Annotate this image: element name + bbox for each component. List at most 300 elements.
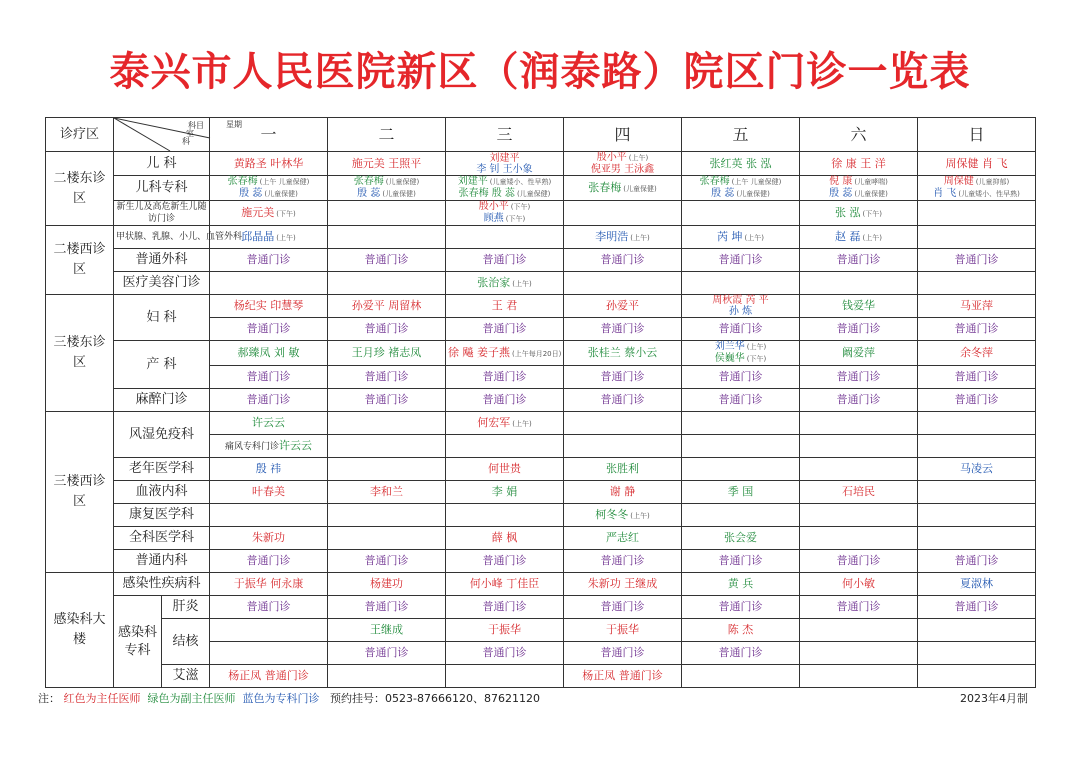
schedule-cell — [682, 226, 800, 249]
doctor-entry — [920, 555, 1033, 567]
doctor-name: 钱爱华 — [842, 299, 875, 312]
doctor-entry — [566, 555, 679, 567]
schedule-cell — [564, 573, 682, 596]
doctor-entry — [330, 578, 443, 590]
schedule-cell — [564, 176, 682, 201]
dept-label: 风湿免疫科 — [114, 412, 210, 458]
schedule-cell — [682, 412, 800, 435]
doctor-name: 普通门诊 — [600, 646, 645, 659]
doctor-name: 普通门诊 — [246, 600, 291, 613]
schedule-cell — [328, 642, 446, 665]
doctor-name: 普通门诊 — [718, 393, 763, 406]
schedule-cell — [918, 176, 1036, 201]
schedule-cell — [564, 619, 682, 642]
corner-shi: 室 — [186, 129, 194, 138]
doctor-name: 普通门诊 — [364, 646, 409, 659]
schedule-cell — [918, 573, 1036, 596]
doctor-name: 季 国 — [727, 485, 754, 498]
doctor-entry — [802, 555, 915, 567]
day-header: 四 — [564, 118, 682, 152]
doctor-name: 张春梅 — [588, 180, 622, 194]
doctor-name: 张桂兰 蔡小云 — [587, 346, 658, 359]
doctor-name: 杨建功 — [370, 577, 403, 590]
schedule-cell — [682, 152, 800, 176]
doctor-entry — [330, 371, 443, 383]
session-note: (下午) — [505, 215, 526, 223]
schedule-cell — [210, 272, 328, 295]
doctor-entry — [330, 158, 443, 170]
doctor-entry — [566, 601, 679, 613]
table-row — [46, 596, 1036, 619]
doctor-name: 普通门诊 — [364, 253, 409, 266]
doctor-name: 普通门诊 — [600, 370, 645, 383]
session-note: (上午) — [630, 511, 650, 520]
doctor-entry — [448, 624, 561, 636]
schedule-cell — [682, 176, 800, 201]
doctor-name: 徐 康 王 洋 — [831, 156, 886, 170]
doctor-name: 张会爱 — [724, 531, 757, 544]
doctor-entry — [448, 394, 561, 406]
doctor-entry — [802, 231, 915, 244]
doctor-entry — [920, 463, 1033, 475]
doctor-entry — [448, 486, 561, 498]
doctor-name: 殷 蕊 — [829, 188, 853, 199]
doctor-entry — [920, 371, 1033, 383]
table-row — [46, 176, 1036, 201]
schedule-cell — [564, 366, 682, 389]
doctor-name: 朱新功 — [252, 531, 285, 544]
schedule-cell — [210, 412, 328, 435]
schedule-cell — [328, 504, 446, 527]
doctor-entry — [566, 164, 679, 175]
schedule-cell — [210, 550, 328, 573]
session-note: (上午 儿童保健) — [731, 178, 782, 186]
doctor-name: 何小敏 — [842, 577, 875, 590]
doctor-entry — [212, 188, 325, 200]
doctor-name: 许云云 — [252, 416, 285, 429]
schedule-cell — [800, 458, 918, 481]
doctor-entry — [566, 394, 679, 406]
schedule-cell — [800, 665, 918, 688]
doctor-name: 普通门诊 — [482, 554, 527, 567]
schedule-cell — [800, 619, 918, 642]
schedule-cell — [800, 318, 918, 341]
doctor-name: 孙爱平 周留林 — [351, 299, 422, 312]
schedule-cell — [918, 412, 1036, 435]
dept-label: 妇 科 — [114, 295, 210, 341]
doctor-name: 石培民 — [842, 485, 875, 498]
schedule-cell — [328, 226, 446, 249]
doctor-entry — [920, 601, 1033, 613]
schedule-cell — [210, 665, 328, 688]
schedule-cell — [918, 249, 1036, 272]
doctor-entry — [330, 347, 443, 359]
doctor-name: 余冬萍 — [960, 346, 993, 359]
doctor-name: 普通门诊 — [954, 253, 999, 266]
dept-label: 新生儿及高危新生儿随访门诊 — [114, 201, 210, 226]
doctor-entry — [330, 254, 443, 266]
doctor-entry — [684, 323, 797, 335]
schedule-cell — [800, 226, 918, 249]
doctor-entry — [448, 532, 561, 544]
schedule-cell — [918, 642, 1036, 665]
doctor-entry — [566, 486, 679, 498]
doctor-name: 刘建平 — [457, 176, 488, 187]
page-title: 泰兴市人民医院新区（润泰路）院区门诊一览表 — [109, 49, 971, 95]
doctor-name: 殷小平 — [596, 152, 627, 163]
doctor-name: 殷小平 — [478, 201, 509, 212]
doctor-entry — [448, 555, 561, 567]
doctor-entry — [448, 153, 561, 164]
doctor-entry — [920, 323, 1033, 335]
schedule-cell — [800, 341, 918, 366]
schedule-cell — [682, 249, 800, 272]
doctor-name: 普通门诊 — [836, 554, 881, 567]
doctor-name: 施元美 王照平 — [351, 156, 422, 170]
doctor-entry — [330, 323, 443, 335]
schedule-cell — [210, 481, 328, 504]
schedule-cell — [918, 550, 1036, 573]
table-row — [46, 412, 1036, 435]
doctor-name: 普通门诊 — [246, 322, 291, 335]
schedule-cell — [446, 665, 564, 688]
schedule-cell — [564, 481, 682, 504]
session-note: (上午) — [746, 343, 767, 351]
doctor-entry — [684, 306, 797, 317]
doctor-name: 普通门诊 — [482, 253, 527, 266]
doctor-entry — [566, 254, 679, 266]
schedule-cell — [328, 201, 446, 226]
dept-label: 全科医学科 — [114, 527, 210, 550]
schedule-cell — [800, 504, 918, 527]
doctor-entry — [684, 486, 797, 498]
doctor-name: 马亚萍 — [960, 299, 993, 312]
doctor-entry — [330, 555, 443, 567]
doctor-name: 普通门诊 — [954, 370, 999, 383]
legend-green: 绿色为副主任医师 — [147, 692, 236, 705]
doctor-name: 刘兰华 — [714, 341, 745, 352]
doctor-name: 普通门诊 — [364, 554, 409, 567]
doctor-entry — [330, 394, 443, 406]
schedule-cell — [800, 642, 918, 665]
doctor-entry — [684, 624, 797, 636]
corner-biao: 科目 — [188, 121, 204, 130]
schedule-cell — [918, 201, 1036, 226]
doctor-name: 普通门诊 — [364, 393, 409, 406]
doctor-entry — [448, 647, 561, 659]
schedule-cell — [210, 366, 328, 389]
doctor-entry — [920, 254, 1033, 266]
table-row — [46, 249, 1036, 272]
doctor-name: 孙爱平 — [606, 299, 639, 312]
doctor-entry — [448, 371, 561, 383]
doctor-entry — [684, 341, 797, 353]
schedule-cell — [446, 412, 564, 435]
table-row — [46, 272, 1036, 295]
doctor-name: 普通门诊 — [836, 393, 881, 406]
schedule-cell — [328, 152, 446, 176]
doctor-name: 薛 枫 — [491, 531, 518, 544]
doctor-name: 李 娟 — [491, 485, 518, 498]
doctor-name: 马凌云 — [960, 462, 993, 475]
schedule-cell — [682, 504, 800, 527]
special-clinic-label: 痛风专科门诊 — [224, 441, 279, 452]
schedule-cell — [564, 341, 682, 366]
schedule-cell — [328, 295, 446, 318]
day-header: 一 — [210, 118, 328, 152]
doctor-entry — [684, 371, 797, 383]
doctor-entry — [448, 188, 561, 200]
footer-prefix: 注： — [38, 692, 60, 705]
doctor-entry — [802, 254, 915, 266]
doctor-name: 普通门诊 — [482, 370, 527, 383]
schedule-cell — [328, 366, 446, 389]
dept-label: 医疗美容门诊 — [114, 272, 210, 295]
schedule-cell — [564, 596, 682, 619]
schedule-cell — [800, 249, 918, 272]
session-note: (儿童保健) — [264, 190, 298, 198]
schedule-cell — [446, 527, 564, 550]
doctor-entry — [684, 295, 797, 306]
schedule-cell — [446, 272, 564, 295]
doctor-entry — [920, 176, 1033, 188]
doctor-entry — [802, 601, 915, 613]
doctor-entry — [330, 176, 443, 188]
day-header: 三 — [446, 118, 564, 152]
schedule-cell — [210, 458, 328, 481]
dept-sublabel: 艾滋 — [162, 665, 210, 688]
doctor-entry — [684, 647, 797, 659]
schedule-cell — [328, 435, 446, 458]
zone-cell: 二楼东诊区 — [46, 152, 114, 226]
doctor-entry — [212, 486, 325, 498]
table-row — [46, 550, 1036, 573]
doctor-entry — [802, 394, 915, 406]
issue-date: 2023年4月制 — [960, 692, 1028, 705]
doctor-entry — [212, 207, 325, 220]
day-header: 日 — [918, 118, 1036, 152]
schedule-cell — [918, 481, 1036, 504]
schedule-cell — [682, 295, 800, 318]
doctor-entry — [920, 394, 1033, 406]
dept-label: 普通内科 — [114, 550, 210, 573]
schedule-cell — [564, 550, 682, 573]
schedule-cell — [564, 504, 682, 527]
schedule-cell — [800, 152, 918, 176]
schedule-cell — [328, 573, 446, 596]
doctor-entry — [566, 647, 679, 659]
dept-label: 产 科 — [114, 341, 210, 389]
schedule-cell — [918, 295, 1036, 318]
session-note: (下午) — [510, 203, 531, 211]
session-note: (儿童哮喘) — [854, 178, 888, 186]
session-note: (上午 儿童保健) — [259, 178, 310, 186]
schedule-cell — [328, 665, 446, 688]
doctor-name: 严志红 — [606, 531, 639, 544]
session-note: (下午) — [862, 209, 882, 218]
doctor-name: 刘建平 — [489, 152, 520, 164]
doctor-name: 张春梅 — [227, 176, 258, 187]
doctor-entry — [212, 394, 325, 406]
doctor-entry — [212, 601, 325, 613]
doctor-entry — [566, 509, 679, 522]
schedule-cell — [918, 272, 1036, 295]
doctor-entry — [330, 486, 443, 498]
schedule-cell — [682, 596, 800, 619]
doctor-name: 普通门诊 — [954, 554, 999, 567]
session-note: (下午) — [276, 209, 296, 218]
doctor-entry — [448, 578, 561, 590]
schedule-cell — [682, 527, 800, 550]
session-note: (上午) — [628, 154, 649, 162]
doctor-entry — [330, 188, 443, 200]
dept-sublabel: 结核 — [162, 619, 210, 665]
dept-label: 老年医学科 — [114, 458, 210, 481]
dept-label: 麻醉门诊 — [114, 389, 210, 412]
session-note: (上午) — [276, 233, 296, 242]
doctor-name: 侯巍华 — [714, 353, 745, 364]
doctor-name: 殷 祎 — [255, 462, 282, 475]
table-row — [46, 152, 1036, 176]
doctor-name: 普通门诊 — [718, 600, 763, 613]
doctor-name: 李和兰 — [370, 485, 403, 498]
schedule-cell — [446, 176, 564, 201]
doctor-name: 张治家 — [477, 275, 511, 289]
schedule-cell — [446, 201, 564, 226]
doctor-entry — [212, 555, 325, 567]
schedule-table — [45, 117, 1036, 688]
doctor-name: 普通门诊 — [718, 370, 763, 383]
doctor-entry — [212, 158, 325, 170]
schedule-cell — [328, 249, 446, 272]
doctor-name: 何小峰 丁佳臣 — [469, 577, 540, 590]
doctor-entry — [212, 323, 325, 335]
schedule-cell — [210, 341, 328, 366]
doctor-entry — [566, 532, 679, 544]
doctor-entry — [212, 670, 325, 682]
schedule-cell — [682, 481, 800, 504]
schedule-cell — [918, 435, 1036, 458]
doctor-name: 普通门诊 — [246, 253, 291, 266]
doctor-entry — [212, 300, 325, 312]
doctor-name: 邱晶晶 — [241, 229, 275, 243]
schedule-cell — [210, 435, 328, 458]
schedule-cell — [564, 435, 682, 458]
doctor-entry — [212, 176, 325, 188]
doctor-name: 倪 康 — [829, 176, 853, 187]
doctor-entry — [684, 231, 797, 244]
schedule-cell — [918, 389, 1036, 412]
doctor-name: 肖 飞 — [933, 188, 957, 199]
doctor-entry — [448, 300, 561, 312]
doctor-name: 普通门诊 — [364, 322, 409, 335]
doctor-entry — [566, 578, 679, 590]
doctor-entry — [212, 463, 325, 475]
session-note: (下午) — [746, 355, 767, 363]
doctor-name: 普通门诊 — [600, 554, 645, 567]
doctor-name: 普通门诊 — [836, 322, 881, 335]
session-note: (儿童保健) — [736, 190, 770, 198]
doctor-entry — [448, 601, 561, 613]
doctor-name: 普通门诊 — [364, 370, 409, 383]
schedule-cell — [800, 550, 918, 573]
schedule-cell — [682, 573, 800, 596]
schedule-cell — [800, 201, 918, 226]
schedule-cell — [564, 318, 682, 341]
doctor-entry — [684, 254, 797, 266]
schedule-cell — [682, 642, 800, 665]
booking-phone: 预约挂号：0523-87666120、87621120 — [330, 692, 540, 705]
doctor-name: 徐 飚 姜子燕 — [448, 345, 510, 359]
schedule-cell — [800, 272, 918, 295]
schedule-cell — [328, 341, 446, 366]
schedule-cell — [682, 201, 800, 226]
doctor-name: 普通门诊 — [246, 554, 291, 567]
doctor-entry — [684, 532, 797, 544]
schedule-cell — [800, 366, 918, 389]
schedule-cell — [210, 295, 328, 318]
schedule-cell — [210, 318, 328, 341]
table-row — [46, 295, 1036, 318]
doctor-name: 普通门诊 — [718, 253, 763, 266]
doctor-entry — [684, 578, 797, 590]
schedule-cell — [446, 341, 564, 366]
schedule-cell — [210, 389, 328, 412]
doctor-name: 赵 磊 — [835, 229, 861, 243]
schedule-cell — [564, 201, 682, 226]
doctor-entry — [566, 231, 679, 244]
doctor-entry — [920, 578, 1033, 590]
schedule-cell — [210, 596, 328, 619]
doctor-name: 阚爱萍 — [842, 346, 875, 359]
schedule-cell — [446, 550, 564, 573]
schedule-cell — [682, 389, 800, 412]
doctor-name: 张红英 张 泓 — [709, 156, 772, 170]
zone-cell: 感染科大楼 — [46, 573, 114, 688]
schedule-cell — [918, 341, 1036, 366]
doctor-name: 普通门诊 — [836, 370, 881, 383]
doctor-entry — [448, 201, 561, 213]
zone-header: 诊疗区 — [46, 118, 114, 152]
doctor-name: 普通门诊 — [364, 600, 409, 613]
schedule-cell — [682, 619, 800, 642]
schedule-cell — [446, 642, 564, 665]
table-row — [46, 619, 1036, 642]
doctor-entry — [330, 601, 443, 613]
session-note: (儿童保健) — [385, 178, 420, 186]
schedule-cell — [564, 295, 682, 318]
table-row — [46, 201, 1036, 226]
doctor-name: 普通门诊 — [954, 600, 999, 613]
footer-note — [38, 690, 1028, 706]
doctor-name: 于振华 — [606, 623, 639, 636]
schedule-cell — [800, 527, 918, 550]
doctor-name: 李明浩 — [595, 229, 629, 243]
doctor-name: 张春梅 殷 蕊 — [458, 188, 515, 199]
doctor-entry — [920, 158, 1033, 170]
doctor-name: 王月珍 褚志凤 — [351, 346, 422, 359]
schedule-cell — [210, 176, 328, 201]
schedule-cell — [564, 272, 682, 295]
doctor-name: 黄路圣 叶林华 — [233, 156, 304, 170]
doctor-name: 于振华 何永康 — [233, 577, 304, 590]
doctor-entry — [684, 158, 797, 170]
zone-cell: 二楼西诊区 — [46, 226, 114, 295]
doctor-name: 杨纪实 印慧琴 — [233, 299, 304, 312]
schedule-cell — [918, 458, 1036, 481]
doctor-entry — [802, 578, 915, 590]
doctor-entry — [212, 347, 325, 359]
